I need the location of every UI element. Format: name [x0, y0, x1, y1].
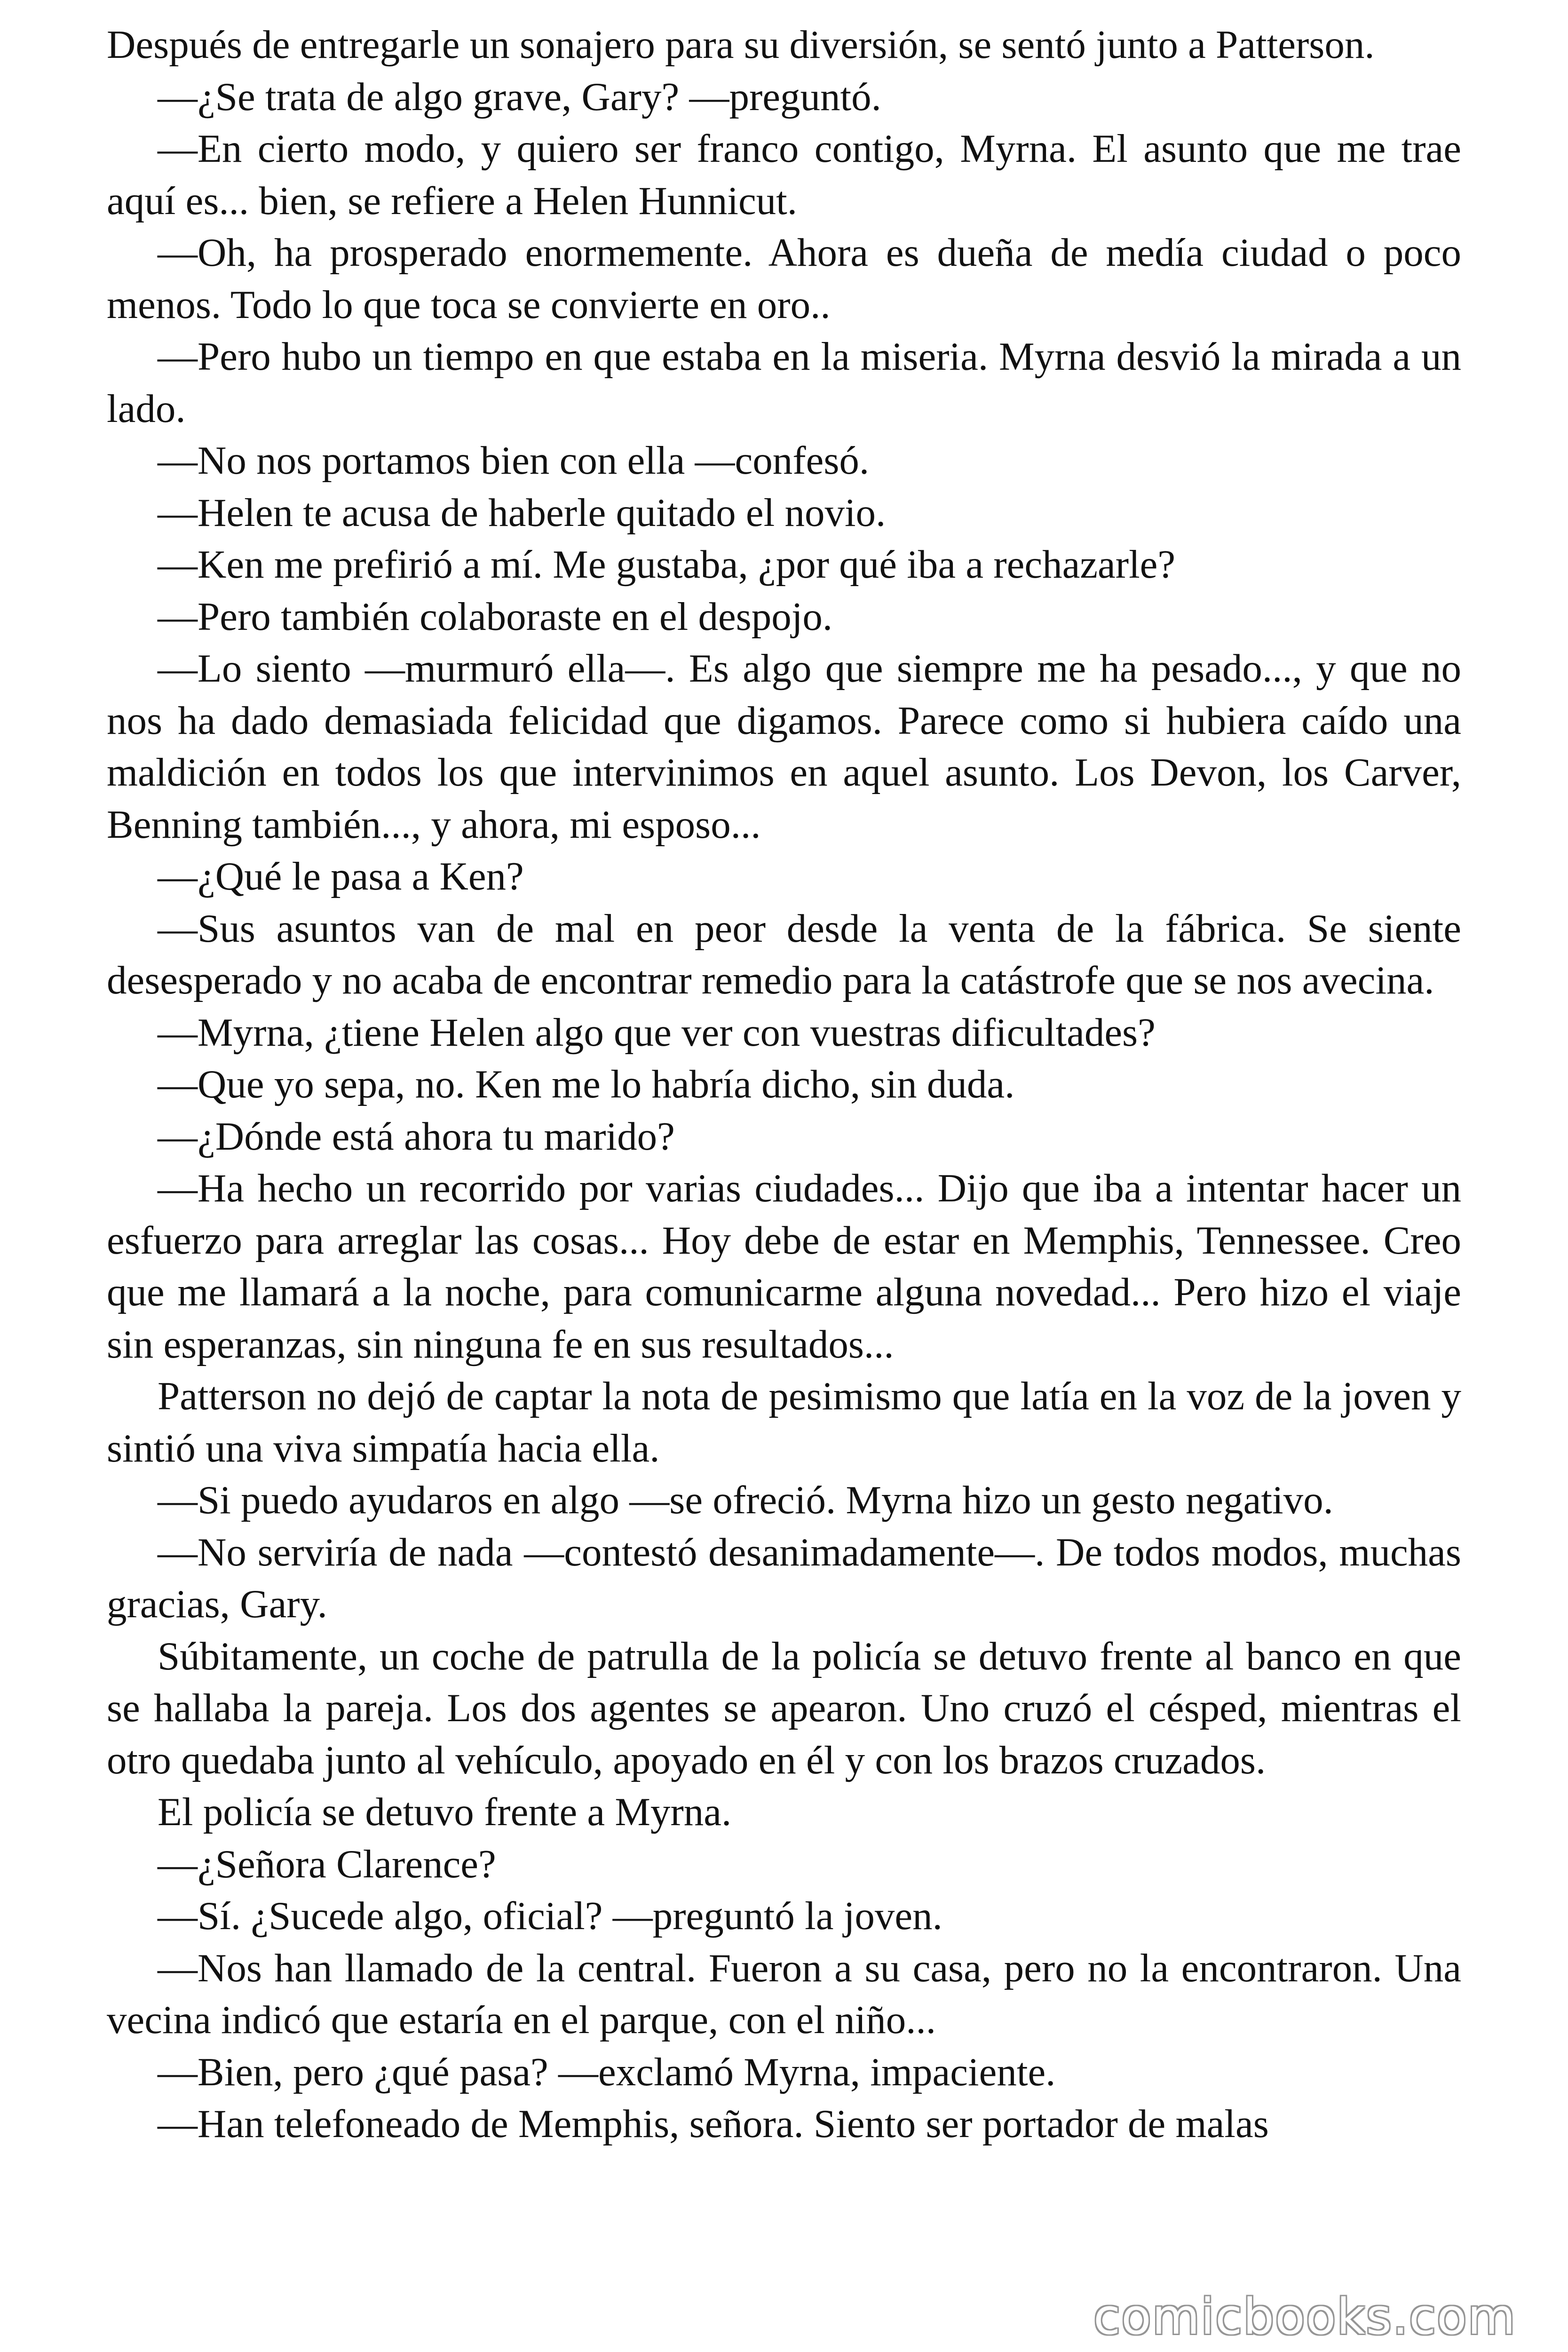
paragraph: —No serviría de nada —contestó desanimadamente—. De todos modos, muchas gracias, Gary. [107, 1530, 1461, 1626]
paragraph: —Oh, ha prosperado enormemente. Ahora es dueña de medía ciudad o poco menos. Todo lo que toca se convierte en oro.. [107, 230, 1461, 327]
paragraph: —En cierto modo, y quiero ser franco contigo, Myrna. El asunto que me trae aquí es... bien, se refiere a Helen Hunnicut. [107, 127, 1461, 223]
paragraph: —Bien, pero ¿qué pasa? —exclamó Myrna, impaciente. [158, 2050, 1056, 2094]
paragraph: —Lo siento —murmuró ella—. Es algo que siempre me ha pesado..., y que no nos ha dado demasiada felicidad que digamos. Parece como si hubiera caído una maldición en todos los que intervinimos en aquel asunto. Los Devon, los Carver, Benning también..., y ahora, mi esposo... [107, 646, 1461, 847]
paragraph: —Ha hecho un recorrido por varias ciudades... Dijo que iba a intentar hacer un esfuerzo para arreglar las cosas... Hoy debe de estar en Memphis, Tennessee. Creo que me llamará a la noche, para comunicarme alguna novedad... Pero hizo el viaje sin esperanzas, sin ninguna fe en sus resultados... [107, 1166, 1461, 1367]
paragraph: —¿Se trata de algo grave, Gary? —preguntó. [158, 74, 881, 119]
paragraph: Después de entregarle un sonajero para su diversión, se sentó junto a Patterson. [107, 23, 1375, 67]
paragraph: Súbitamente, un coche de patrulla de la policía se detuvo frente al banco en que se hallaba la pareja. Los dos agentes se apearon. Uno cruzó el césped, mientras el otro quedaba junto al vehículo, apoyado en él y con los brazos cruzados. [107, 1634, 1461, 1782]
paragraph: —No nos portamos bien con ella —confesó. [158, 438, 870, 483]
paragraph: —Myrna, ¿tiene Helen algo que ver con vuestras dificultades? [158, 1010, 1156, 1055]
paragraph: —Helen te acusa de haberle quitado el novio. [158, 490, 886, 535]
paragraph: El policía se detuvo frente a Myrna. [158, 1790, 732, 1834]
watermark: comicbooks.com [1093, 2288, 1516, 2345]
paragraph: —Pero también colaboraste en el despojo. [158, 594, 833, 639]
paragraph: —Sí. ¿Sucede algo, oficial? —preguntó la joven. [158, 1894, 942, 1938]
paragraph: —Si puedo ayudaros en algo —se ofreció. Myrna hizo un gesto negativo. [158, 1478, 1333, 1522]
paragraph: —Que yo sepa, no. Ken me lo habría dicho, sin duda. [158, 1062, 1015, 1106]
paragraph: —Ken me prefirió a mí. Me gustaba, ¿por qué iba a rechazarle? [158, 542, 1176, 587]
paragraph: —¿Señora Clarence? [158, 1842, 496, 1886]
paragraph: —Han telefoneado de Memphis, señora. Siento ser portador de malas [158, 2102, 1269, 2146]
paragraph: Patterson no dejó de captar la nota de pesimismo que latía en la voz de la joven y sintió una viva simpatía hacia ella. [107, 1374, 1461, 1470]
paragraph: —Pero hubo un tiempo en que estaba en la miseria. Myrna desvió la mirada a un lado. [107, 334, 1461, 431]
page-text [107, 19, 1461, 2150]
paragraph: —Nos han llamado de la central. Fueron a su casa, pero no la encontraron. Una vecina indicó que estaría en el parque, con el niño... [107, 1946, 1461, 2042]
paragraph: —¿Qué le pasa a Ken? [158, 854, 524, 898]
paragraph: —¿Dónde está ahora tu marido? [158, 1114, 675, 1159]
paragraph: —Sus asuntos van de mal en peor desde la venta de la fábrica. Se siente desesperado y no acaba de encontrar remedio para la catástrofe que se nos avecina. [107, 906, 1461, 1002]
